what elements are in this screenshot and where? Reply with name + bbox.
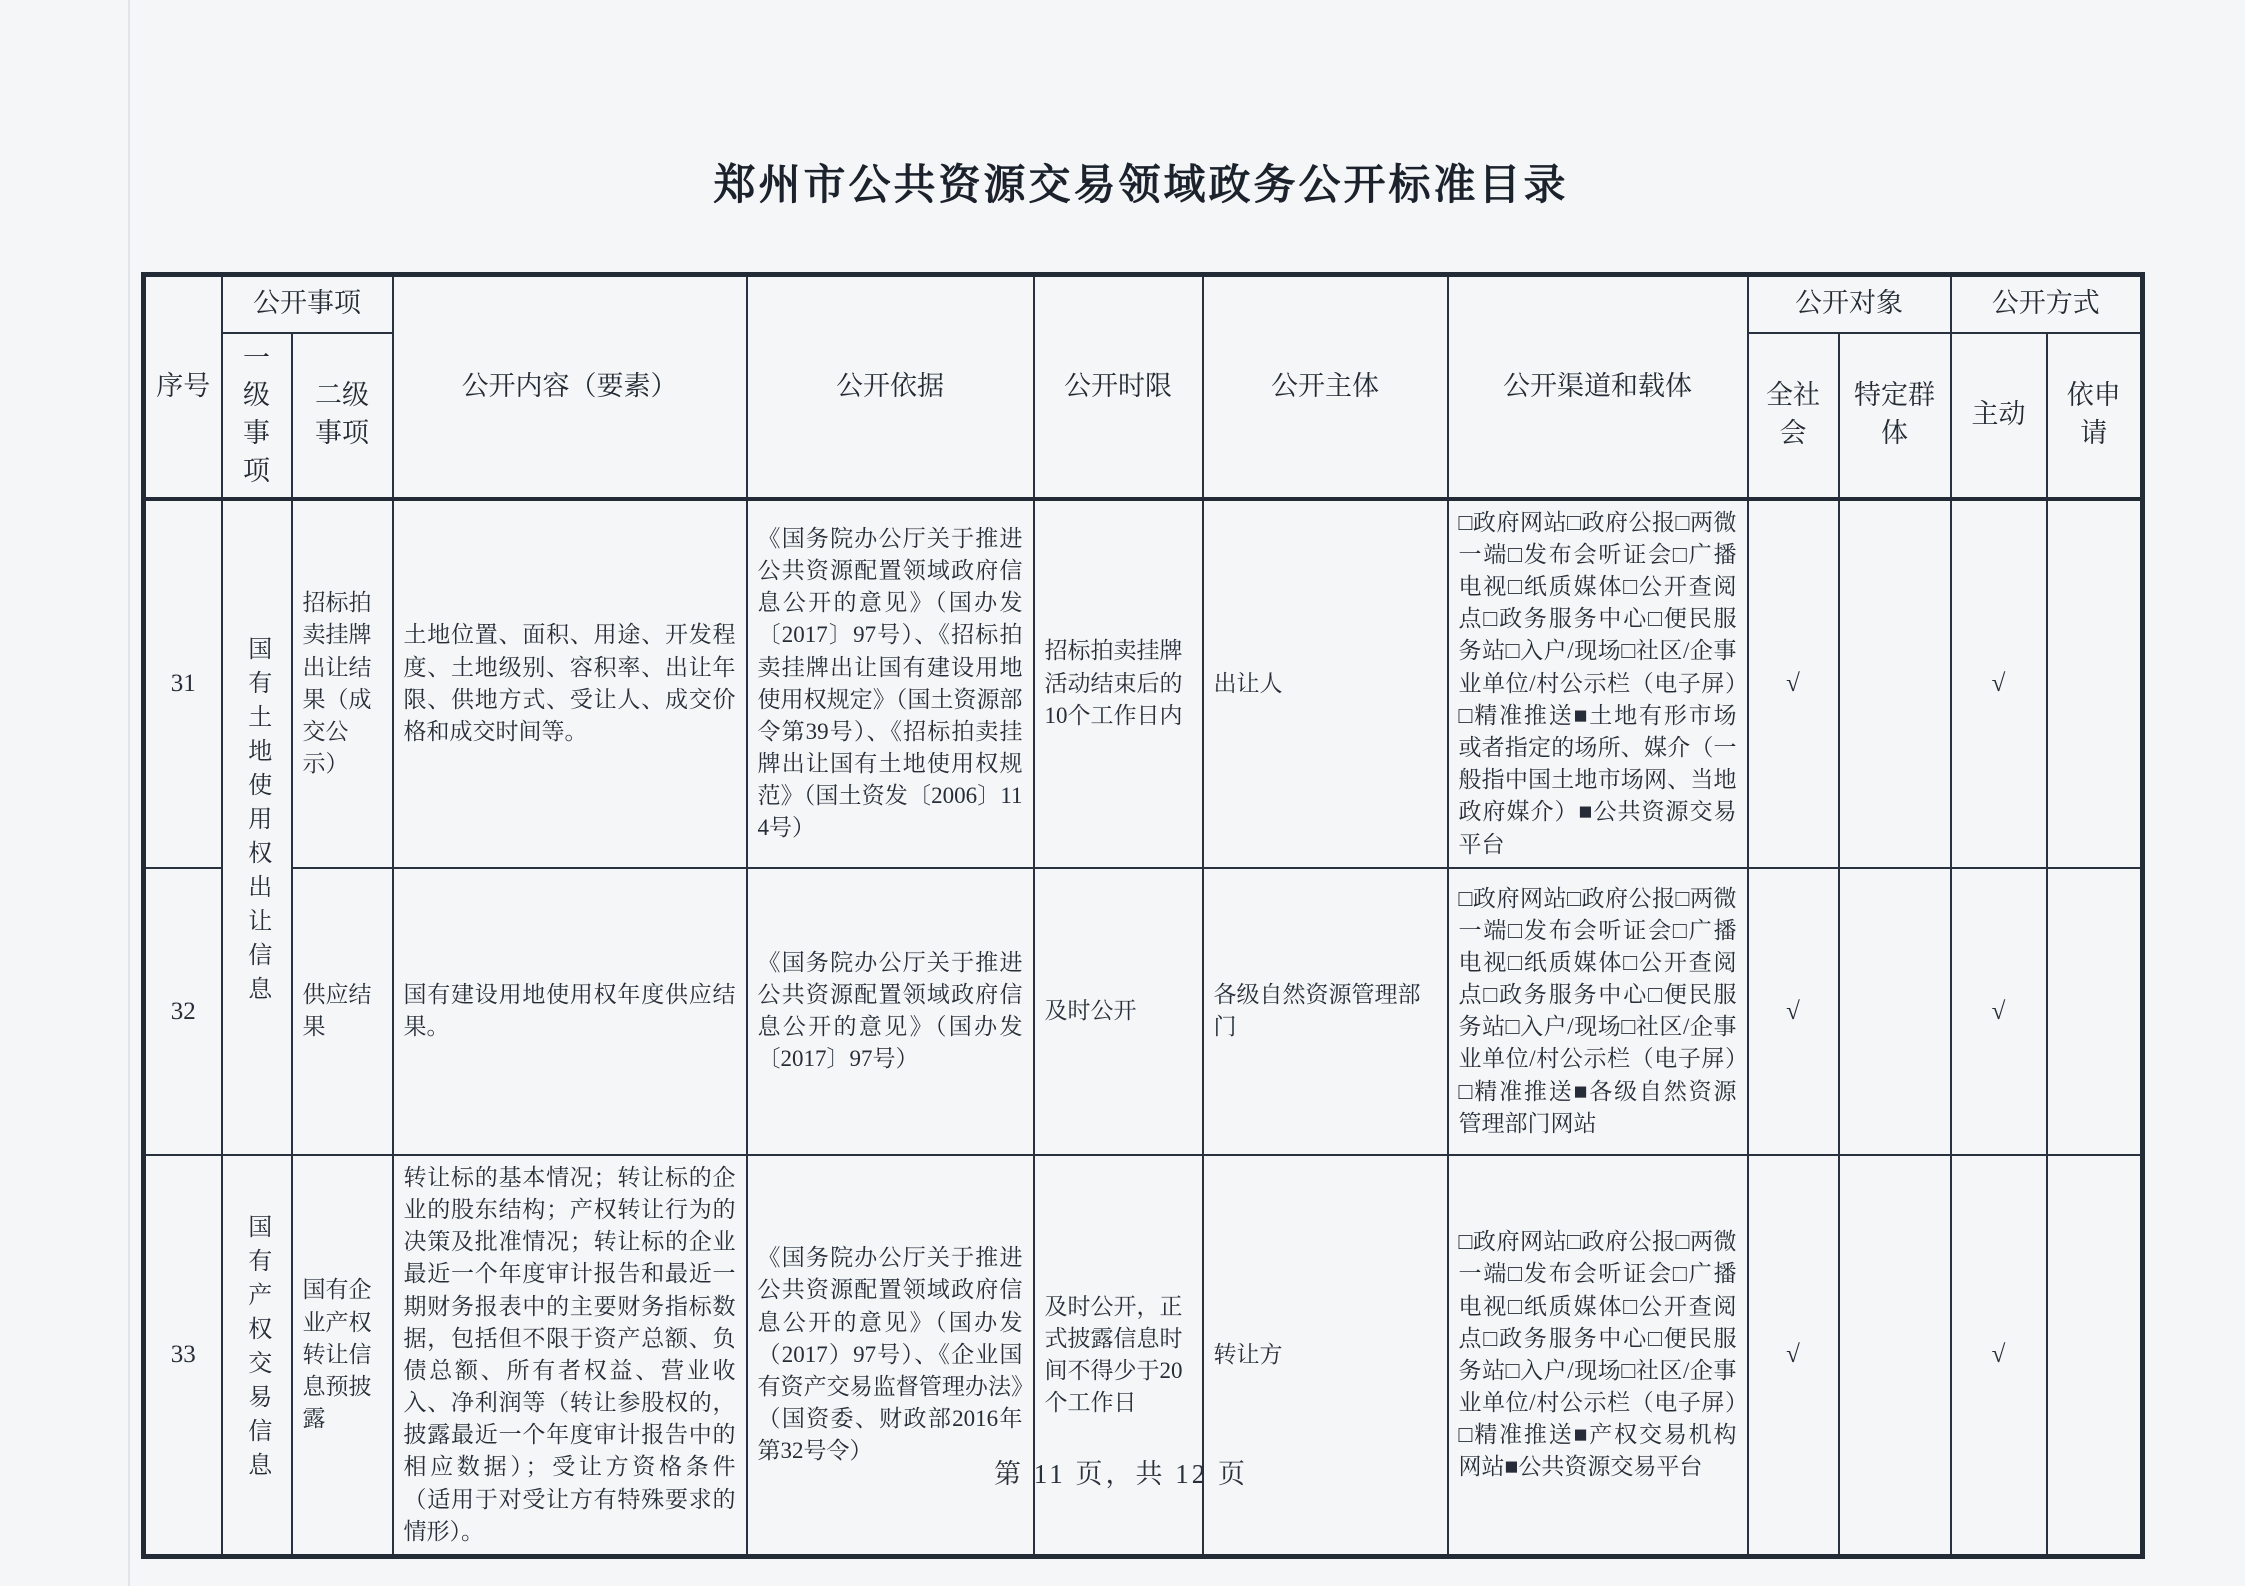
header-specific-group: 特定群体 — [1839, 333, 1951, 499]
cell-check-proactive: √ — [1951, 1155, 2047, 1557]
cell-check-on-request — [2047, 868, 2143, 1155]
cell-channels: □政府网站□政府公报□两微一端□发布会听证会□广播电视□纸质媒体□公开查阅点□政务服务中心□便民服务站□入户/现场□社区/企事业单位/村公示栏（电子屏）□精准推送■土地有形市场或者指定的场所、媒介（一般指中国土地市场网、当地政府媒介）■公共资源交易平台 — [1448, 499, 1748, 868]
scan-edge-line — [128, 0, 130, 1586]
header-level1: 一级事项 — [222, 333, 292, 499]
header-on-request: 依申请 — [2047, 333, 2143, 499]
public-disclosure-standards-table — [141, 272, 2145, 1559]
cell-level2: 国有企业产权转让信息预披露 — [292, 1155, 393, 1557]
page-number-footer: 第 11 页，共 12 页 — [994, 1459, 1248, 1489]
cell-content: 土地位置、面积、用途、开发程度、土地级别、容积率、出让年限、供地方式、受让人、成交价格和成交时间等。 — [393, 499, 747, 868]
header-serial: 序号 — [144, 275, 222, 499]
header-audience: 公开对象 — [1748, 275, 1951, 333]
cell-basis: 《国务院办公厅关于推进公共资源配置领域政府信息公开的意见》（国办发〔2017〕97号）、《招标拍卖挂牌出让国有建设用地使用权规定》（国土资源部令第39号）、《招标拍卖挂牌出让国有土地使用权规范》（国土资发〔2006〕114号） — [747, 499, 1034, 868]
cell-channels: □政府网站□政府公报□两微一端□发布会听证会□广播电视□纸质媒体□公开查阅点□政务服务中心□便民服务站□入户/现场□社区/企事业单位/村公示栏（电子屏）□精准推送■产权交易机构网站■公共资源交易平台 — [1448, 1155, 1748, 1557]
cell-time-limit: 及时公开 — [1034, 868, 1203, 1155]
table-row-32 — [144, 868, 2143, 1155]
cell-check-all-society: √ — [1748, 499, 1839, 868]
cell-level1 — [222, 499, 292, 1155]
cell-check-specific-group — [1839, 1155, 1951, 1557]
table-row-31 — [144, 499, 2143, 868]
header-level2: 二级事项 — [292, 333, 393, 499]
cell-check-proactive: √ — [1951, 499, 2047, 868]
level1-vertical-text: 国有土地使用权出让信息 — [243, 635, 270, 1010]
cell-serial: 33 — [144, 1155, 222, 1557]
cell-content: 转让标的基本情况；转让标的企业的股东结构；产权转让行为的决策及批准情况；转让标的企业最近一个年度审计报告和最近一期财务报表中的主要财务指标数据，包括但不限于资产总额、负债总额、所有者权益、营业收入、净利润等（转让参股权的，披露最近一个年度审计报告中的相应数据）；受让方资格条件（适用于对受让方有特殊要求的情形）。 — [393, 1155, 747, 1557]
cell-time-limit: 招标拍卖挂牌活动结束后的10个工作日内 — [1034, 499, 1203, 868]
header-time-limit: 公开时限 — [1034, 275, 1203, 499]
level1-vertical-text: 国有产权交易信息 — [243, 1214, 270, 1487]
cell-subject: 转让方 — [1203, 1155, 1448, 1557]
cell-content: 国有建设用地使用权年度供应结果。 — [393, 868, 747, 1155]
header-matters: 公开事项 — [222, 275, 393, 333]
cell-level2: 招标拍卖挂牌出让结果（成交公示） — [292, 499, 393, 868]
cell-serial: 31 — [144, 499, 222, 868]
cell-channels: □政府网站□政府公报□两微一端□发布会听证会□广播电视□纸质媒体□公开查阅点□政务服务中心□便民服务站□入户/现场□社区/企事业单位/村公示栏（电子屏）□精准推送■各级自然资源管理部门网站 — [1448, 868, 1748, 1155]
header-basis: 公开依据 — [747, 275, 1034, 499]
cell-check-proactive: √ — [1951, 868, 2047, 1155]
document-title: 郑州市公共资源交易领域政务公开标准目录 — [713, 163, 1569, 209]
header-channels: 公开渠道和载体 — [1448, 275, 1748, 499]
header-content: 公开内容（要素） — [393, 275, 747, 499]
cell-check-all-society: √ — [1748, 868, 1839, 1155]
cell-serial: 32 — [144, 868, 222, 1155]
cell-check-on-request — [2047, 1155, 2143, 1557]
cell-level1 — [222, 1155, 292, 1557]
header-method: 公开方式 — [1951, 275, 2143, 333]
cell-subject: 出让人 — [1203, 499, 1448, 868]
header-all-society: 全社会 — [1748, 333, 1839, 499]
cell-check-all-society: √ — [1748, 1155, 1839, 1557]
cell-subject: 各级自然资源管理部门 — [1203, 868, 1448, 1155]
cell-check-on-request — [2047, 499, 2143, 868]
cell-basis: 《国务院办公厅关于推进公共资源配置领域政府信息公开的意见》（国办发〔2017〕97号） — [747, 868, 1034, 1155]
cell-check-specific-group — [1839, 868, 1951, 1155]
cell-basis: 《国务院办公厅关于推进公共资源配置领域政府信息公开的意见》（国办发（2017）97号）、《企业国有资产交易监督管理办法》（国资委、财政部2016年第32号令） — [747, 1155, 1034, 1557]
cell-level2: 供应结果 — [292, 868, 393, 1155]
header-subject: 公开主体 — [1203, 275, 1448, 499]
table-row-33 — [144, 1155, 2143, 1557]
cell-time-limit: 及时公开，正式披露信息时间不得少于20个工作日 — [1034, 1155, 1203, 1557]
header-proactive: 主动 — [1951, 333, 2047, 499]
cell-check-specific-group — [1839, 499, 1951, 868]
